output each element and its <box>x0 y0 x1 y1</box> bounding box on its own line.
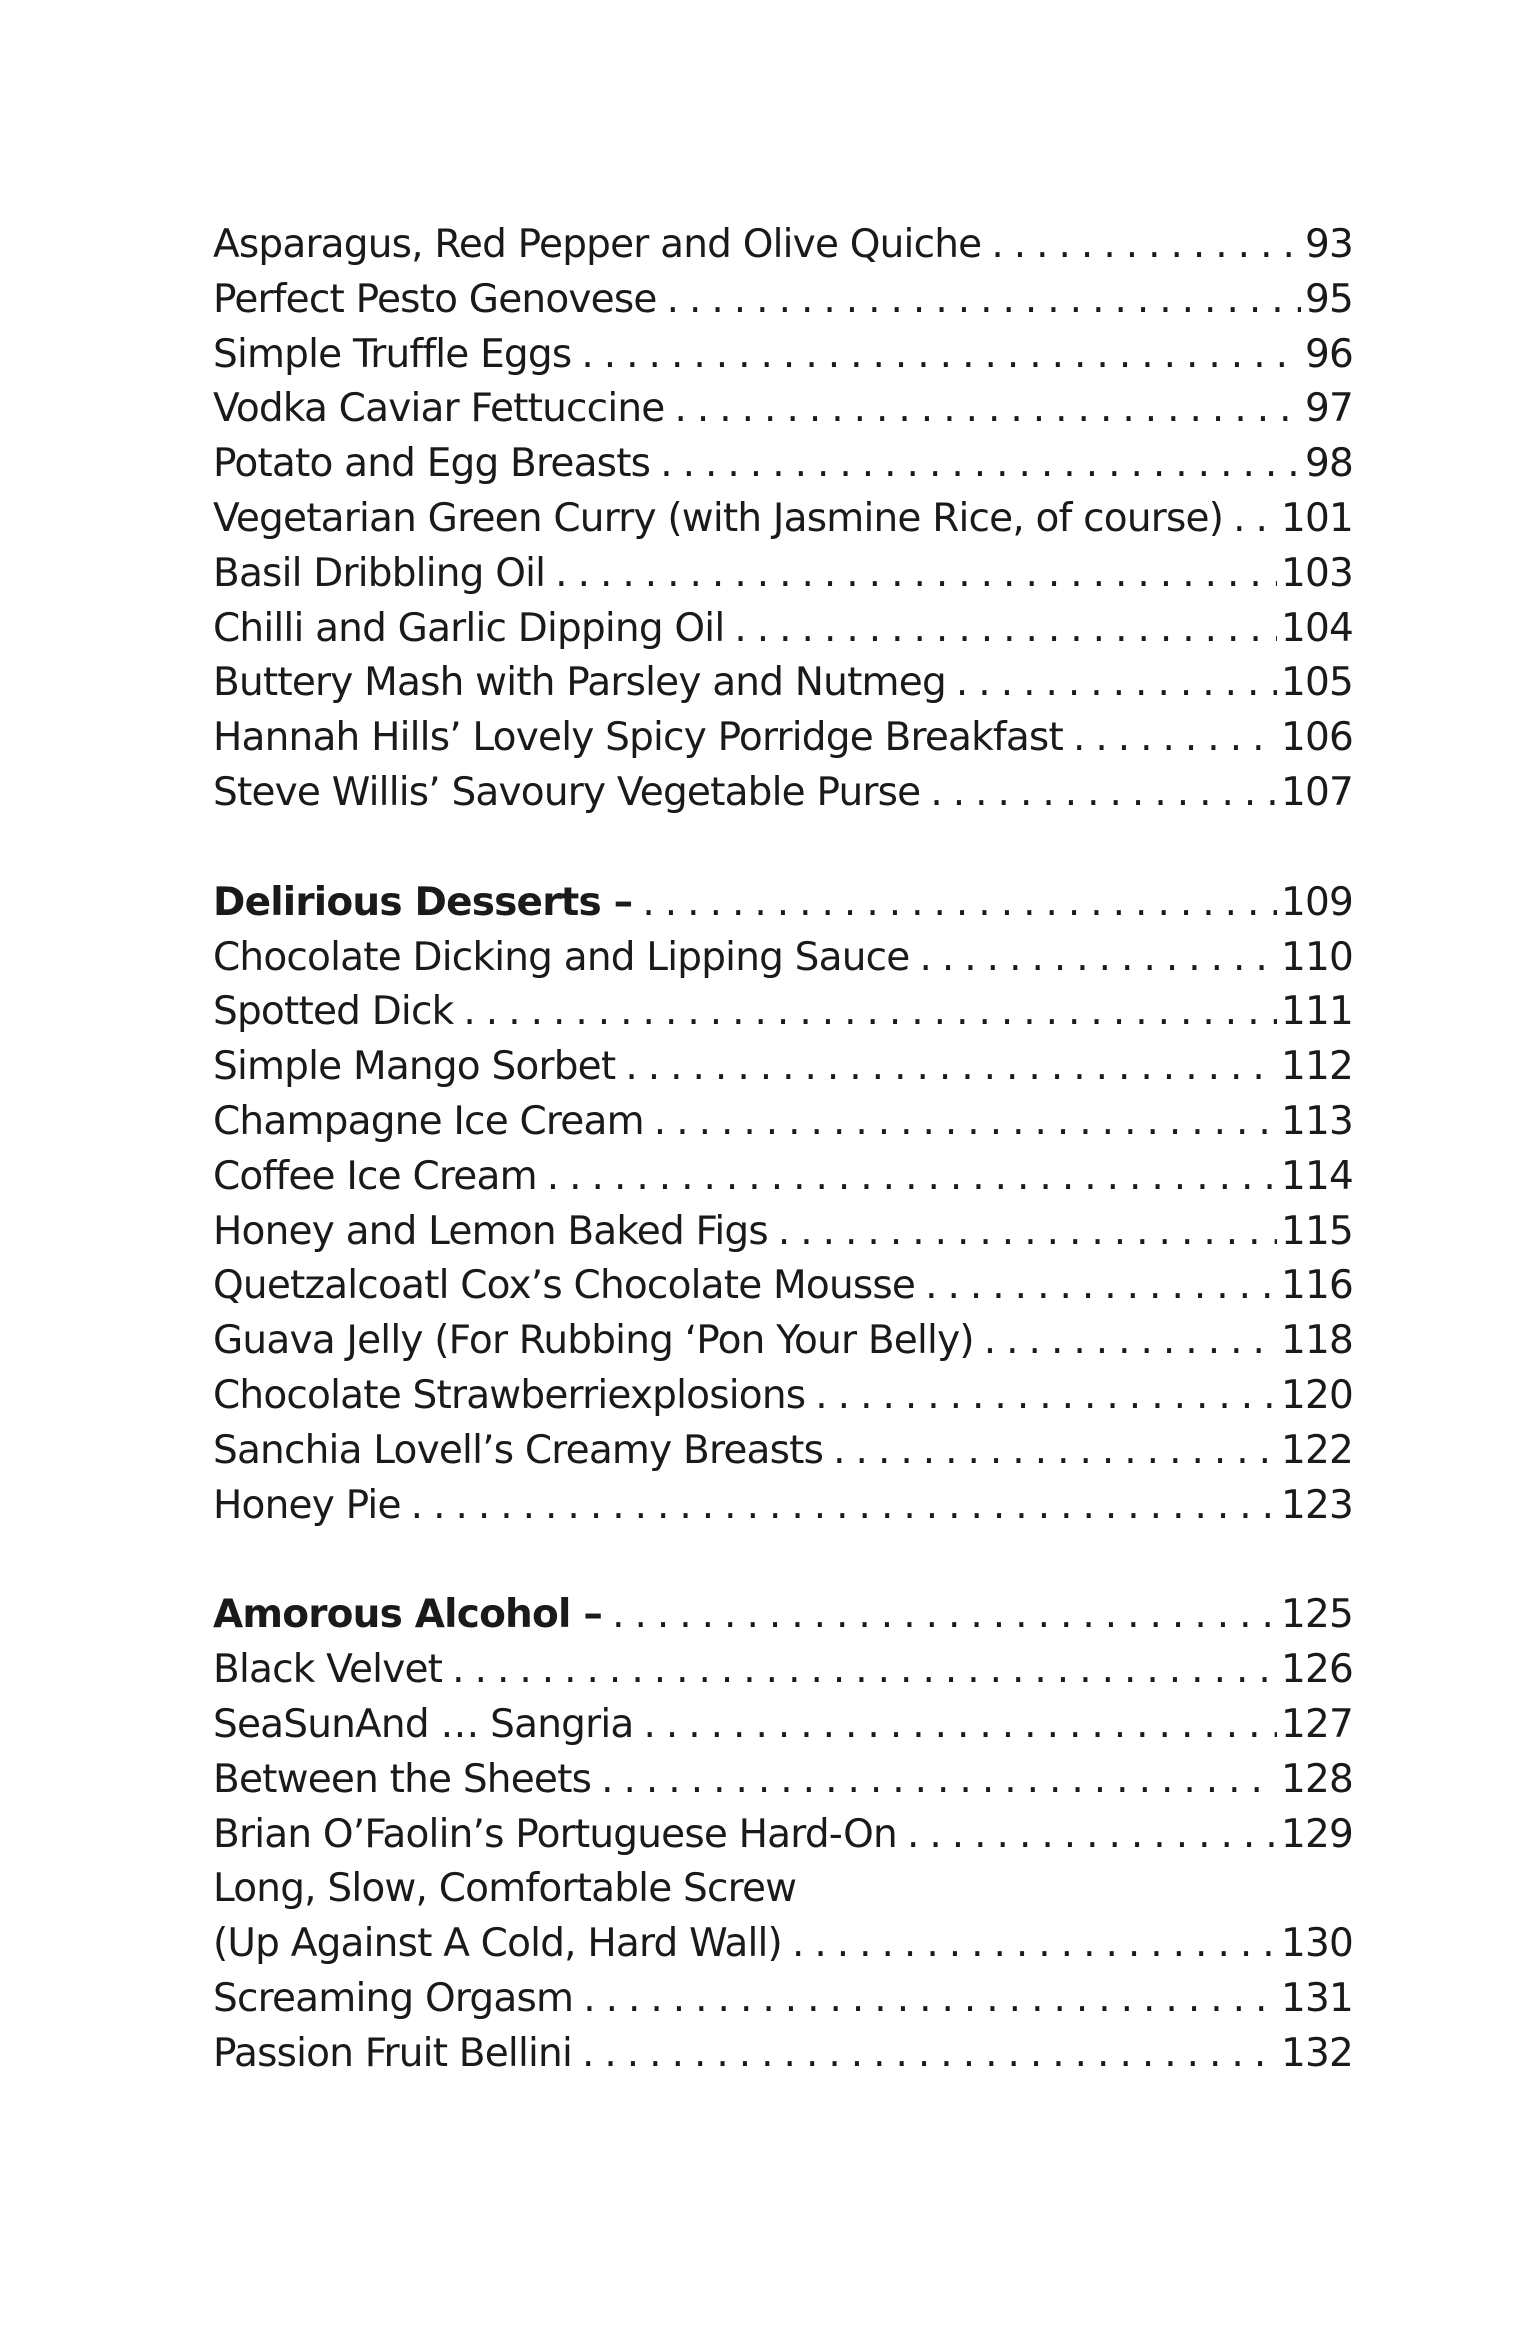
toc-entry <box>213 1095 1353 1150</box>
entry-title: Long, Slow, Comfortable Screw <box>213 1866 797 1912</box>
dot-leader <box>667 273 1301 328</box>
page-number: 130 <box>1280 1921 1353 1967</box>
page-number: 93 <box>1304 222 1353 267</box>
page-number: 103 <box>1280 550 1353 596</box>
page-number: 129 <box>1280 1811 1353 1857</box>
entry-title: Chilli and Garlic Dipping Oil <box>213 605 725 651</box>
page-number: 112 <box>1280 1044 1353 1090</box>
toc-entry <box>213 1424 1353 1479</box>
toc-entry <box>213 1972 1353 2027</box>
entry-title: SeaSunAnd … Sangria <box>213 1701 634 1747</box>
dot-leader <box>1073 711 1277 766</box>
page-number: 122 <box>1280 1427 1353 1473</box>
toc-entry <box>213 382 1353 437</box>
page-number: 127 <box>1280 1701 1353 1747</box>
entry-title: Passion Fruit Bellini <box>213 2030 572 2076</box>
page-number: 96 <box>1304 331 1353 377</box>
page-number: 110 <box>1280 934 1353 980</box>
dot-leader <box>956 656 1277 711</box>
toc-entry <box>213 1917 1353 1972</box>
entry-title: Perfect Pesto Genovese <box>213 276 657 322</box>
entry-title: Buttery Mash with Parsley and Nutmeg <box>213 660 946 706</box>
dot-leader <box>581 328 1301 383</box>
dot-leader <box>734 602 1277 657</box>
dot-leader <box>547 1150 1277 1205</box>
page-number: 109 <box>1280 879 1353 925</box>
page-number: 116 <box>1280 1263 1353 1309</box>
entry-title: Simple Truffle Eggs <box>213 331 572 377</box>
entry-title: Vegetarian Green Curry (with Jasmine Rice, of course) <box>213 495 1224 541</box>
dot-leader <box>452 1643 1277 1698</box>
dot-leader <box>925 1259 1277 1314</box>
toc-entry <box>213 1205 1353 1260</box>
entry-title: Brian O’Faolin’s Portuguese Hard-On <box>213 1811 897 1857</box>
toc-entry <box>213 1259 1353 1314</box>
toc-entry <box>213 1314 1353 1369</box>
entry-title: Coffee Ice Cream <box>213 1153 537 1199</box>
toc-entry <box>213 547 1353 602</box>
dot-leader <box>984 1314 1277 1369</box>
toc-entry <box>213 273 1353 328</box>
toc-entry <box>213 711 1353 766</box>
entry-title: Chocolate Dicking and Lipping Sauce <box>213 934 910 980</box>
entry-title: Screaming Orgasm <box>213 1975 574 2021</box>
entry-title: Basil Dribbling Oil <box>213 550 546 596</box>
page-number: 132 <box>1280 2030 1353 2076</box>
dot-leader <box>463 985 1277 1040</box>
page-number: 107 <box>1280 769 1353 815</box>
toc-entry <box>213 328 1353 383</box>
entry-title: Champagne Ice Cream <box>213 1098 644 1144</box>
page-number: 114 <box>1280 1153 1353 1199</box>
page-number: 106 <box>1280 715 1353 761</box>
dot-leader <box>815 1369 1277 1424</box>
toc-entry <box>213 1698 1353 1753</box>
toc-section <box>213 1588 1353 2081</box>
dot-leader <box>991 218 1301 273</box>
toc-entry <box>213 218 1353 273</box>
page-number: 126 <box>1280 1647 1353 1693</box>
page-number: 105 <box>1280 660 1353 706</box>
dot-leader <box>907 1808 1277 1863</box>
toc-entry <box>213 1808 1353 1863</box>
page-number: 98 <box>1304 441 1353 487</box>
section-heading <box>213 1588 1353 1643</box>
toc-entry <box>213 656 1353 711</box>
entry-title: (Up Against A Cold, Hard Wall) <box>213 1921 782 1967</box>
toc-entry <box>213 1479 1353 1534</box>
page-number: 128 <box>1280 1756 1353 1802</box>
page-number: 118 <box>1280 1318 1353 1364</box>
entry-title: Simple Mango Sorbet <box>213 1044 616 1090</box>
dot-leader <box>920 931 1277 986</box>
dot-leader <box>583 1972 1277 2027</box>
entry-title: Steve Willis’ Savoury Vegetable Purse <box>213 769 921 815</box>
toc-entry <box>213 437 1353 492</box>
page-number: 125 <box>1280 1592 1353 1638</box>
dot-leader <box>612 1588 1277 1643</box>
toc-entry <box>213 1150 1353 1205</box>
toc-entry <box>213 766 1353 821</box>
toc-entry <box>213 2027 1353 2082</box>
entry-title: Chocolate Strawberriexplosions <box>213 1372 806 1418</box>
entry-title: Asparagus, Red Pepper and Olive Quiche <box>213 222 982 267</box>
toc-section <box>213 218 1353 821</box>
page-number: 111 <box>1280 989 1353 1035</box>
dot-leader <box>555 547 1277 602</box>
toc-entry <box>213 1040 1353 1095</box>
page-number: 120 <box>1280 1372 1353 1418</box>
entry-title: Sanchia Lovell’s Creamy Breasts <box>213 1427 824 1473</box>
toc-entry <box>213 492 1353 547</box>
entry-title: Guava Jelly (For Rubbing ‘Pon Your Belly) <box>213 1318 974 1364</box>
dot-leader <box>660 437 1301 492</box>
page-number: 95 <box>1304 276 1353 322</box>
entry-title: Quetzalcoatl Cox’s Chocolate Mousse <box>213 1263 916 1309</box>
entry-title: Vodka Caviar Fettuccine <box>213 386 665 432</box>
entry-title: Black Velvet <box>213 1647 443 1693</box>
dot-leader <box>411 1479 1277 1534</box>
entry-title: Honey Pie <box>213 1482 401 1528</box>
page-number: 115 <box>1280 1208 1353 1254</box>
dot-leader <box>582 2027 1277 2082</box>
toc-entry <box>213 1643 1353 1698</box>
dot-leader <box>930 766 1277 821</box>
section-heading-title: Delirious Desserts – <box>213 879 633 925</box>
toc-entry <box>213 602 1353 657</box>
page-number: 97 <box>1304 386 1353 432</box>
dot-leader <box>643 1698 1276 1753</box>
dot-leader <box>642 876 1277 931</box>
toc-entry <box>213 931 1353 986</box>
dot-leader <box>601 1753 1277 1808</box>
entry-title: Potato and Egg Breasts <box>213 441 651 487</box>
page-number: 123 <box>1280 1482 1353 1528</box>
dot-leader <box>1233 492 1277 547</box>
dot-leader <box>625 1040 1277 1095</box>
dot-leader <box>778 1205 1277 1260</box>
toc-entry <box>213 1369 1353 1424</box>
dot-leader <box>833 1424 1277 1479</box>
toc-entry <box>213 1862 1353 1917</box>
section-heading-title: Amorous Alcohol – <box>213 1592 603 1638</box>
page-number: 131 <box>1280 1975 1353 2021</box>
toc-section <box>213 876 1353 1534</box>
entry-title: Spotted Dick <box>213 989 454 1035</box>
entry-title: Hannah Hills’ Lovely Spicy Porridge Breakfast <box>213 715 1063 761</box>
toc-entry <box>213 985 1353 1040</box>
table-of-contents <box>213 218 1353 2082</box>
dot-leader <box>674 382 1301 437</box>
page-number: 101 <box>1280 495 1353 541</box>
section-heading <box>213 876 1353 931</box>
page-number: 104 <box>1280 605 1353 651</box>
entry-title: Honey and Lemon Baked Figs <box>213 1208 768 1254</box>
dot-leader <box>792 1917 1277 1972</box>
page-number: 113 <box>1280 1098 1353 1144</box>
dot-leader <box>654 1095 1277 1150</box>
entry-title: Between the Sheets <box>213 1756 592 1802</box>
toc-entry <box>213 1753 1353 1808</box>
